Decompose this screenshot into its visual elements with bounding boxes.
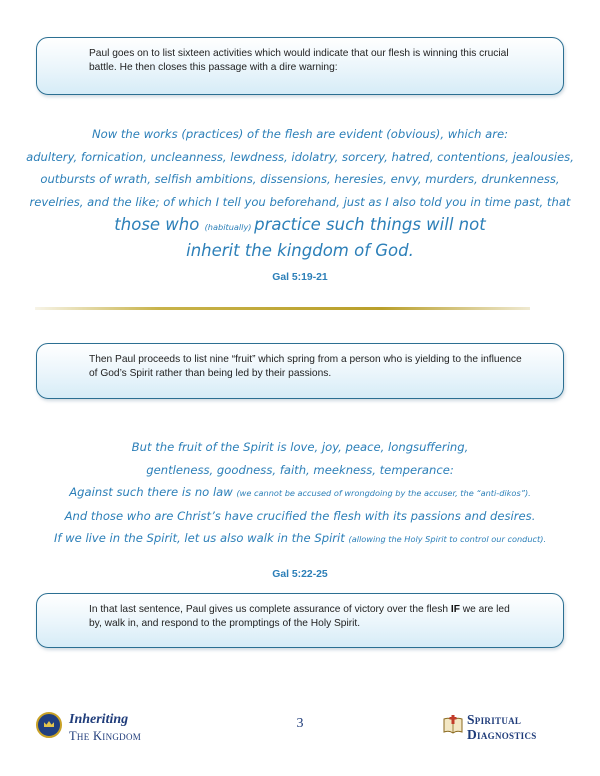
verse-emphasis-line bbox=[0, 213, 600, 239]
assurance-text: In that last sentence, Paul gives us complete assurance of victory over the flesh bbox=[89, 604, 451, 615]
fruit-callout-text: Then Paul proceeds to list nine “fruit” which spring from a person who is yielding to the influence of God’s Spirit rather than being led by their passions. bbox=[89, 354, 522, 379]
logo-title-line2: The Kingdom bbox=[69, 729, 142, 743]
verse-line: adultery, fornication, uncleanness, lewdness, idolatry, sorcery, hatred, contentions, jealousies, bbox=[26, 149, 574, 164]
verse-parenthetical: (we cannot be accused of wrongdoing by the accuser, the “anti-dikos”). bbox=[236, 488, 531, 498]
verse-text: Against such there is no law bbox=[69, 485, 237, 499]
verse-line: gentleness, goodness, faith, meekness, temperance: bbox=[146, 462, 454, 477]
verse-parenthetical: (allowing the Holy Spirit to control our conduct). bbox=[348, 534, 547, 544]
fruit-callout-box bbox=[36, 343, 564, 399]
verse-emphasis-part: practice such things will not bbox=[254, 215, 486, 234]
logo-title-line1: Spiritual bbox=[467, 712, 522, 727]
verse-emphasis-part: those who bbox=[114, 215, 205, 234]
intro-callout-box bbox=[36, 37, 564, 95]
verse-line bbox=[0, 527, 600, 551]
page-number: 3 bbox=[296, 716, 304, 731]
scripture-works-of-flesh bbox=[0, 123, 600, 263]
intro-callout-text: Paul goes on to list sixteen activities which would indicate that our flesh is winning this crucial battle. He then closes this passage with a dire warning: bbox=[89, 48, 509, 73]
scripture-reference: Gal 5:22-25 bbox=[272, 569, 328, 580]
scripture-fruit-of-spirit bbox=[0, 436, 600, 551]
verse-parenthetical: (habitually) bbox=[204, 222, 255, 232]
verse-line: And those who are Christ’s have crucified the flesh with its passions and desires. bbox=[64, 508, 536, 523]
open-book-icon bbox=[442, 714, 464, 736]
verse-line: revelries, and the like; of which I tell you beforehand, just as I also told you in time past, that bbox=[29, 194, 571, 209]
assurance-callout-box bbox=[36, 593, 564, 648]
verse-line: Now the works (practices) of the flesh are evident (obvious), which are: bbox=[91, 127, 509, 141]
logo-title-line1: Inheriting bbox=[69, 712, 129, 727]
verse-text: If we live in the Spirit, let us also walk in the Spirit bbox=[53, 531, 349, 545]
spiritual-diagnostics-logo bbox=[442, 710, 567, 744]
verse-line: outbursts of wrath, selfish ambitions, dissensions, heresies, envy, murders, drunkenness, bbox=[40, 172, 560, 186]
logo-title-line2: Diagnostics bbox=[467, 727, 537, 742]
page-footer bbox=[0, 706, 600, 756]
section-divider bbox=[35, 307, 530, 310]
verse-line: But the fruit of the Spirit is love, joy, peace, longsuffering, bbox=[131, 440, 469, 454]
assurance-emphasis: IF bbox=[450, 604, 460, 615]
assurance-text: we are led by, walk in, and respond to the promptings of the Holy Spirit. bbox=[89, 604, 510, 629]
verse-line bbox=[0, 481, 600, 505]
verse-emphasis-line: inherit the kingdom of God. bbox=[186, 241, 414, 260]
scripture-reference: Gal 5:19-21 bbox=[272, 272, 328, 283]
